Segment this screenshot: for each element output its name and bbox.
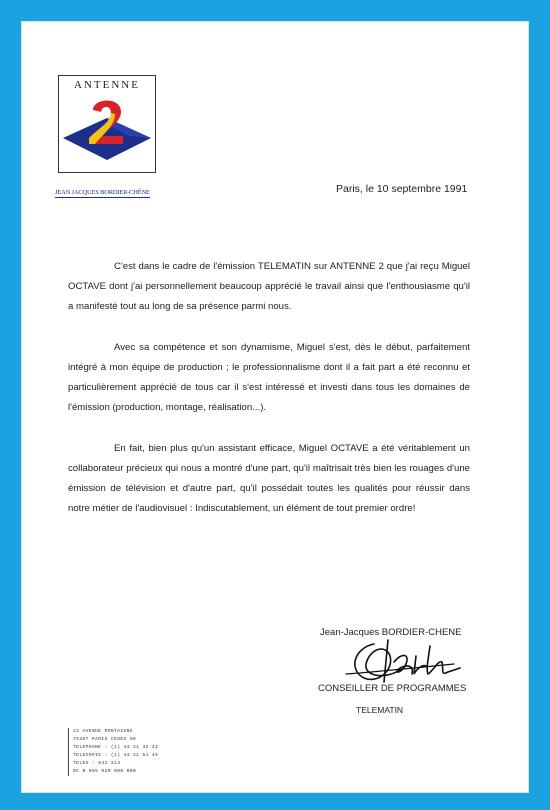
- address-line: RC B 085 020 000 000: [73, 769, 137, 774]
- letter-body: [68, 257, 470, 540]
- handwritten-signature: [344, 634, 464, 690]
- signer-role: CONSEILLER DE PROGRAMMES: [318, 683, 467, 694]
- paragraph-1: C'est dans le cadre de l'émission TELEMATIN sur ANTENNE 2 que j'ai reçu Miguel OCTAVE dont j'ai personnellement beaucoup apprécié le travail ainsi que l'enthousiasme qu'il a manifesté tout au long de sa présence parmi nous.: [68, 261, 470, 312]
- paragraph-2: Avec sa compétence et son dynamisme, Miguel s'est, dès le début, parfaitement intégré à mon équipe de production ; le professionnalisme dont il a fait part a été reconnu et particulièrement apprécié de tous car il s'est intéressé et investi dans tous les domaines de l'émission (production, montage, réalisation...).: [68, 342, 470, 413]
- sender-name: JEAN JACQUES BORDIER-CHÊNE: [55, 189, 150, 196]
- signer-name: Jean-Jacques BORDIER-CHENE: [320, 627, 462, 638]
- address-line: TELECOPIE : (1) 44 21 51 45: [73, 753, 159, 758]
- logo-text: ANTENNE: [74, 79, 140, 91]
- address-line: TELEX : 642 313: [73, 761, 121, 766]
- date-line: Paris, le 10 septembre 1991: [336, 183, 468, 195]
- address-line: 22 AVENUE MONTAIGNE: [73, 729, 133, 734]
- address-line: 75387 PARIS CEDEX 08: [73, 737, 137, 742]
- footer-address: [68, 728, 165, 776]
- address-line: TELEPHONE : (1) 44 21 42 42: [73, 745, 159, 750]
- signer-organization: TELEMATIN: [356, 705, 404, 715]
- letter-page: [22, 22, 528, 792]
- paragraph-3: En fait, bien plus qu'un assistant efficace, Miguel OCTAVE a été véritablement un collaborateur précieux qui nous a montré d'une part, qu'il maîtrisait très bien les rouages d'une émission de télévision et d'autre part, qu'il possédait toutes les qualités pour réussir dans notre métier de l'audiovisuel : Indiscutablement, un élément de tout premier ordre!: [68, 443, 470, 514]
- antenne-2-logo: [58, 75, 156, 173]
- antenne-2-emblem-icon: [59, 90, 155, 170]
